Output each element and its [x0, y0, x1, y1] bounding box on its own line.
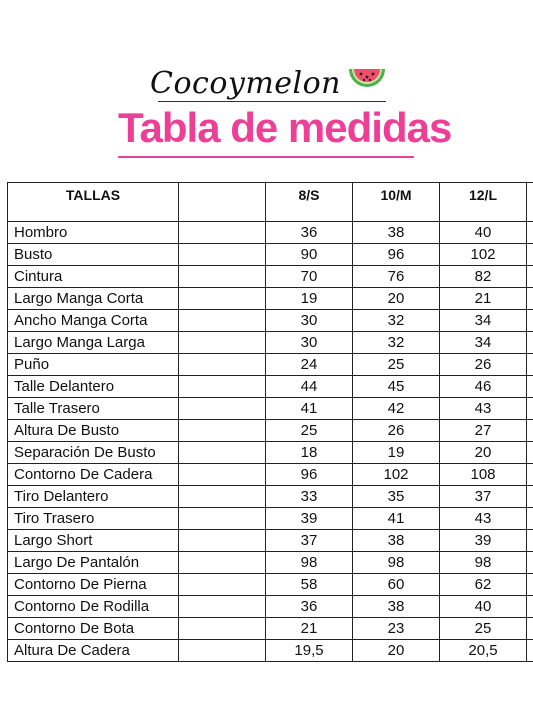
size-value: 38 — [353, 596, 440, 618]
column-header: TALLAS — [8, 183, 179, 222]
page-title: Tabla de medidas — [118, 104, 452, 151]
blank-cell — [179, 288, 266, 310]
table-row — [8, 376, 533, 398]
measurement-label: Separación De Busto — [8, 442, 179, 464]
column-header: 12/L — [440, 183, 527, 222]
measurement-label: Largo Manga Corta — [8, 288, 179, 310]
brand-name: Cocoymelon — [150, 66, 342, 101]
column-header: 8/S — [266, 183, 353, 222]
column-header — [527, 183, 533, 222]
size-value: 20 — [353, 288, 440, 310]
measurement-label: Altura De Busto — [8, 420, 179, 442]
blank-cell — [527, 332, 533, 354]
size-value: 37 — [266, 530, 353, 552]
blank-cell — [179, 464, 266, 486]
size-value: 24 — [266, 354, 353, 376]
table-row — [8, 332, 533, 354]
blank-cell — [179, 442, 266, 464]
blank-cell — [179, 640, 266, 662]
table-header-row — [8, 183, 533, 222]
measurement-label: Contorno De Bota — [8, 618, 179, 640]
size-value: 32 — [353, 310, 440, 332]
blank-cell — [527, 552, 533, 574]
size-value: 37 — [440, 486, 527, 508]
size-value: 20 — [353, 640, 440, 662]
size-value: 43 — [440, 398, 527, 420]
blank-cell — [527, 376, 533, 398]
size-value: 25 — [353, 354, 440, 376]
size-value: 45 — [353, 376, 440, 398]
measurement-label: Contorno De Pierna — [8, 574, 179, 596]
size-value: 102 — [440, 244, 527, 266]
size-value: 96 — [353, 244, 440, 266]
size-value: 46 — [440, 376, 527, 398]
blank-cell — [179, 398, 266, 420]
size-value: 36 — [266, 596, 353, 618]
size-value: 76 — [353, 266, 440, 288]
size-value: 26 — [440, 354, 527, 376]
blank-cell — [527, 420, 533, 442]
blank-cell — [527, 618, 533, 640]
table-row — [8, 244, 533, 266]
blank-cell — [179, 618, 266, 640]
table-row — [8, 398, 533, 420]
table-row — [8, 486, 533, 508]
blank-cell — [527, 310, 533, 332]
table-row — [8, 552, 533, 574]
size-value: 44 — [266, 376, 353, 398]
blank-cell — [527, 244, 533, 266]
size-value: 30 — [266, 310, 353, 332]
measurement-label: Altura De Cadera — [8, 640, 179, 662]
table-row — [8, 464, 533, 486]
size-value: 39 — [440, 530, 527, 552]
blank-cell — [179, 354, 266, 376]
measurement-label: Largo Short — [8, 530, 179, 552]
table-row — [8, 266, 533, 288]
blank-cell — [527, 288, 533, 310]
size-value: 43 — [440, 508, 527, 530]
measurement-label: Ancho Manga Corta — [8, 310, 179, 332]
size-value: 82 — [440, 266, 527, 288]
size-value: 32 — [353, 332, 440, 354]
size-value: 33 — [266, 486, 353, 508]
blank-cell — [527, 596, 533, 618]
measurement-label: Largo Manga Larga — [8, 332, 179, 354]
blank-cell — [179, 244, 266, 266]
blank-cell — [527, 354, 533, 376]
measurement-label: Tiro Trasero — [8, 508, 179, 530]
size-value: 20,5 — [440, 640, 527, 662]
measurement-label: Busto — [8, 244, 179, 266]
blank-cell — [527, 266, 533, 288]
blank-cell — [527, 442, 533, 464]
size-value: 27 — [440, 420, 527, 442]
blank-cell — [527, 574, 533, 596]
blank-cell — [179, 596, 266, 618]
blank-cell — [179, 266, 266, 288]
size-value: 38 — [353, 222, 440, 244]
size-value: 98 — [353, 552, 440, 574]
watermelon-icon — [345, 63, 389, 99]
size-value: 38 — [353, 530, 440, 552]
measurement-label: Largo De Pantalón — [8, 552, 179, 574]
size-value: 25 — [440, 618, 527, 640]
table-row — [8, 222, 533, 244]
table-row — [8, 310, 533, 332]
size-value: 21 — [440, 288, 527, 310]
size-value: 18 — [266, 442, 353, 464]
table-row — [8, 574, 533, 596]
size-value: 34 — [440, 332, 527, 354]
blank-cell — [527, 640, 533, 662]
size-value: 60 — [353, 574, 440, 596]
column-header — [179, 183, 266, 222]
blank-cell — [527, 222, 533, 244]
column-header: 10/M — [353, 183, 440, 222]
table-row — [8, 420, 533, 442]
brand-logo — [150, 66, 389, 101]
measurement-label: Hombro — [8, 222, 179, 244]
size-value: 42 — [353, 398, 440, 420]
measurement-label: Tiro Delantero — [8, 486, 179, 508]
header — [0, 0, 533, 175]
size-value: 41 — [266, 398, 353, 420]
size-chart-table — [7, 182, 533, 662]
size-value: 108 — [440, 464, 527, 486]
blank-cell — [179, 222, 266, 244]
measurement-label: Cintura — [8, 266, 179, 288]
size-value: 90 — [266, 244, 353, 266]
blank-cell — [179, 552, 266, 574]
size-value: 36 — [266, 222, 353, 244]
size-value: 35 — [353, 486, 440, 508]
measurement-label: Puño — [8, 354, 179, 376]
blank-cell — [527, 530, 533, 552]
blank-cell — [179, 574, 266, 596]
blank-cell — [179, 332, 266, 354]
size-value: 25 — [266, 420, 353, 442]
size-value: 96 — [266, 464, 353, 486]
size-value: 19,5 — [266, 640, 353, 662]
size-value: 41 — [353, 508, 440, 530]
measurement-label: Contorno De Rodilla — [8, 596, 179, 618]
title-underline — [118, 156, 414, 158]
blank-cell — [527, 464, 533, 486]
blank-cell — [527, 398, 533, 420]
size-value: 102 — [353, 464, 440, 486]
size-value: 23 — [353, 618, 440, 640]
measurement-label: Talle Trasero — [8, 398, 179, 420]
table-row — [8, 596, 533, 618]
measurement-label: Contorno De Cadera — [8, 464, 179, 486]
table-row — [8, 508, 533, 530]
size-value: 34 — [440, 310, 527, 332]
blank-cell — [527, 486, 533, 508]
size-value: 70 — [266, 266, 353, 288]
size-value: 26 — [353, 420, 440, 442]
blank-cell — [179, 530, 266, 552]
blank-cell — [179, 420, 266, 442]
size-value: 39 — [266, 508, 353, 530]
size-value: 30 — [266, 332, 353, 354]
table-row — [8, 354, 533, 376]
blank-cell — [179, 508, 266, 530]
size-value: 98 — [440, 552, 527, 574]
blank-cell — [179, 376, 266, 398]
size-value: 58 — [266, 574, 353, 596]
brand-underline — [158, 101, 386, 102]
size-value: 98 — [266, 552, 353, 574]
table-row — [8, 618, 533, 640]
size-value: 19 — [266, 288, 353, 310]
table-row — [8, 442, 533, 464]
size-value: 20 — [440, 442, 527, 464]
size-value: 40 — [440, 222, 527, 244]
blank-cell — [527, 508, 533, 530]
table-row — [8, 530, 533, 552]
table-row — [8, 640, 533, 662]
blank-cell — [179, 486, 266, 508]
table-row — [8, 288, 533, 310]
measurement-label: Talle Delantero — [8, 376, 179, 398]
size-value: 62 — [440, 574, 527, 596]
size-value: 40 — [440, 596, 527, 618]
size-value: 19 — [353, 442, 440, 464]
blank-cell — [179, 310, 266, 332]
size-value: 21 — [266, 618, 353, 640]
